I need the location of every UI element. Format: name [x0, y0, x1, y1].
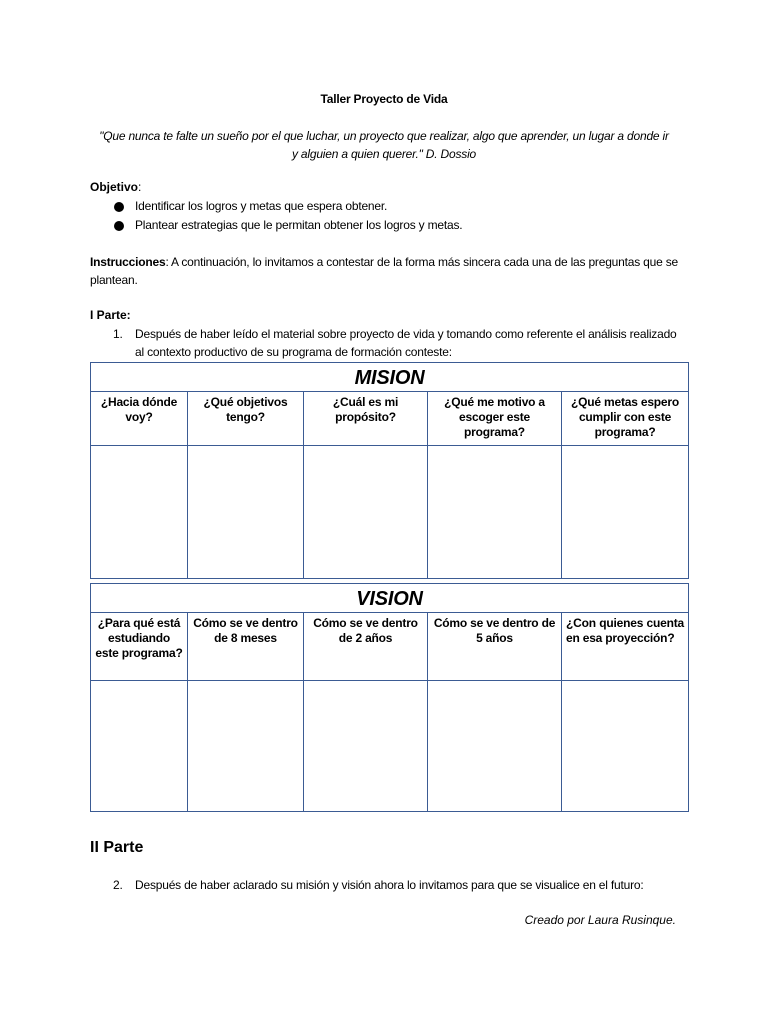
vision-question: ¿Con quienes cuenta en esa proyección?	[562, 613, 689, 681]
mision-question: ¿Qué objetivos tengo?	[188, 392, 304, 446]
vision-answer-cell[interactable]	[188, 681, 304, 812]
mision-answer-cell[interactable]	[428, 446, 562, 579]
vision-answer-cell[interactable]	[428, 681, 562, 812]
vision-question: Cómo se ve dentro de 5 años	[428, 613, 562, 681]
vision-answer-cell[interactable]	[562, 681, 689, 812]
bullet-icon	[114, 202, 124, 212]
objective-list	[90, 198, 462, 236]
part1-item-text: Después de haber leído el material sobre proyecto de vida y tomando como referente el análisis realizado al contexto productivo de su programa de formación conteste:	[135, 327, 677, 359]
document-title: Taller Proyecto de Vida	[320, 92, 448, 106]
vision-question: Cómo se ve dentro de 2 años	[304, 613, 428, 681]
mision-question: ¿Qué me motivo a escoger este programa?	[428, 392, 562, 446]
instructions-label: Instrucciones	[90, 255, 166, 269]
mision-question: ¿Cuál es mi propósito?	[304, 392, 428, 446]
mision-title: MISION	[91, 363, 689, 392]
vision-question: Cómo se ve dentro de 8 meses	[188, 613, 304, 681]
mision-answer-cell[interactable]	[91, 446, 188, 579]
bullet-icon	[114, 221, 124, 231]
mision-question: ¿Qué metas espero cumplir con este programa?	[562, 392, 689, 446]
part2-item-text: Después de haber aclarado su misión y visión ahora lo invitamos para que se visualice en el futuro:	[135, 878, 644, 892]
mision-answer-cell[interactable]	[562, 446, 689, 579]
vision-title: VISION	[91, 584, 689, 613]
objective-label-text: Objetivo	[90, 180, 139, 194]
part1-heading: I Parte:	[90, 308, 131, 322]
mision-question: ¿Hacia dónde voy?	[91, 392, 188, 446]
epigraph-quote: "Que nunca te falte un sueño por el que luchar, un proyecto que realizar, algo que aprender, un lugar a donde ir y alguien a quien querer." D. Dossio	[99, 129, 669, 161]
objective-item-text: Plantear estrategias que le permitan obtener los logros y metas.	[135, 218, 463, 232]
mision-table	[90, 362, 689, 579]
part2-item-number: 2.	[113, 878, 123, 892]
objective-label	[90, 180, 141, 194]
vision-answer-cell[interactable]	[91, 681, 188, 812]
objective-item-text: Identificar los logros y metas que espera obtener.	[135, 199, 388, 213]
objective-item	[90, 198, 462, 217]
vision-table	[90, 583, 689, 812]
vision-question: ¿Para qué está estudiando este programa?	[91, 613, 188, 681]
objective-colon: :	[138, 180, 142, 194]
mision-answer-cell[interactable]	[188, 446, 304, 579]
part1-item-number: 1.	[113, 327, 123, 341]
objective-item	[90, 217, 462, 236]
vision-answer-cell[interactable]	[304, 681, 428, 812]
mision-answer-cell[interactable]	[304, 446, 428, 579]
instructions-paragraph	[90, 253, 678, 289]
part2-heading: II Parte	[90, 839, 144, 856]
part1-item	[90, 325, 678, 361]
part2-item	[90, 878, 678, 892]
instructions-text: : A continuación, lo invitamos a contestar de la forma más sincera cada una de las preguntas que se plantean.	[90, 255, 678, 287]
author-credit: Creado por Laura Rusinque.	[524, 913, 676, 927]
